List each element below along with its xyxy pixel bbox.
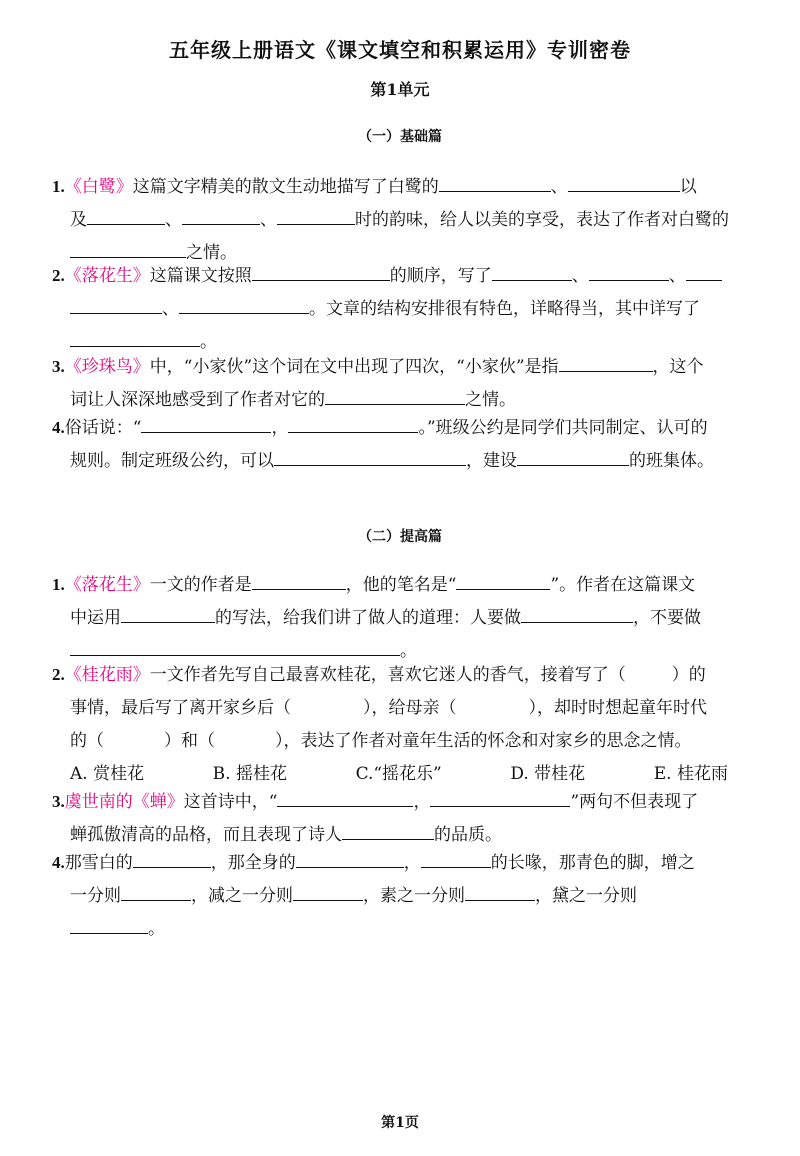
question-text: 那雪白的 <box>64 853 133 873</box>
question-number: 2. <box>52 665 65 684</box>
blank[interactable] <box>568 171 680 192</box>
question-text: 俗话说：“ <box>64 418 142 438</box>
lesson-title: 虞世南的《蝉》 <box>64 792 184 812</box>
unit-title: 第1单元 <box>370 80 430 99</box>
blank[interactable] <box>70 635 400 656</box>
question-text: 的品质。 <box>434 825 502 845</box>
question-text: 的写法，给我们讲了做人的道理：人要做 <box>215 608 521 628</box>
question-text: 词让人深深地感受到了作者对它的 <box>70 390 325 410</box>
question-number: 1. <box>52 177 65 196</box>
question-text: 的班集体。 <box>629 451 714 471</box>
question-text: 一文作者先写自己最喜欢桂花，喜欢它迷人的香气，接着写了（ <box>149 665 626 685</box>
question-text: ），却时时想起童年时代 <box>528 698 707 718</box>
question-text: 、 <box>162 299 179 319</box>
lesson-title: 《珍珠鸟》 <box>64 357 150 377</box>
question-advanced-4 <box>52 846 758 946</box>
question-number: 2. <box>52 266 65 285</box>
question-text: 一文的作者是 <box>149 575 252 595</box>
blank[interactable] <box>277 204 355 225</box>
question-text: 。文章的结构安排很有特色，详略得当，其中详写了 <box>309 299 700 319</box>
option-e[interactable]: E. 桂花雨 <box>653 764 728 784</box>
question-text: 、 <box>668 266 686 286</box>
question-text: 蝉孤傲清高的品格，而且表现了诗人 <box>70 825 342 845</box>
section-heading-advanced: （二）提高篇 <box>358 529 442 545</box>
question-text: 一分则 <box>70 886 121 906</box>
blank[interactable] <box>252 569 346 590</box>
question-number: 4. <box>52 853 65 872</box>
lesson-title: 《白鹭》 <box>64 177 133 197</box>
question-number: 4. <box>52 418 65 437</box>
question-basic-4 <box>52 411 758 478</box>
option-c[interactable]: C.“摇花乐” <box>355 764 442 784</box>
blank[interactable] <box>325 384 465 405</box>
blank[interactable] <box>133 847 211 868</box>
question-text: 的（ <box>70 731 104 751</box>
question-text: 之情。 <box>465 390 516 410</box>
question-text: ，建设 <box>466 451 517 471</box>
lesson-title: 《落花生》 <box>64 575 150 595</box>
question-text: ， <box>403 853 421 873</box>
question-text: 、 <box>571 266 589 286</box>
question-text: ，他的笔名是“ <box>345 575 457 595</box>
question-text: 这篇课文按照 <box>149 266 252 286</box>
blank[interactable] <box>430 786 570 807</box>
question-number: 3. <box>52 792 65 811</box>
option-b[interactable]: B. 摇桂花 <box>212 764 287 784</box>
question-text: ”两句不但表现了 <box>570 792 699 812</box>
blank[interactable] <box>686 260 722 281</box>
question-basic-2 <box>52 259 758 359</box>
question-text: ，这个 <box>652 357 704 377</box>
blank[interactable] <box>456 569 550 590</box>
question-advanced-1 <box>52 568 758 668</box>
question-text: ）的 <box>671 665 706 685</box>
question-text: 事情，最后写了离开家乡后（ <box>70 698 291 718</box>
page-title: 五年级上册语文《课文填空和积累运用》专训密卷 <box>169 38 631 62</box>
question-text: ，不要做 <box>633 608 701 628</box>
blank[interactable] <box>288 412 418 433</box>
blank[interactable] <box>559 351 653 372</box>
question-number: 1. <box>52 575 65 594</box>
blank[interactable] <box>465 880 535 901</box>
question-text: 中运用 <box>70 608 121 628</box>
blank[interactable] <box>141 412 271 433</box>
question-number: 3. <box>52 357 65 376</box>
blank[interactable] <box>121 602 215 623</box>
blank[interactable] <box>521 602 633 623</box>
question-text: ），表达了作者对童年生活的怀念和对家乡的思念之情。 <box>275 731 692 751</box>
question-text: ， <box>413 792 431 812</box>
question-text: ， <box>271 418 289 438</box>
blank[interactable] <box>252 260 390 281</box>
blank[interactable] <box>70 293 162 314</box>
question-text: 。 <box>400 641 417 661</box>
question-text: 这篇文字精美的散文生动地描写了白鹭的 <box>132 177 439 197</box>
question-advanced-3 <box>52 785 758 852</box>
question-text: ”。作者在这篇课文 <box>550 575 696 595</box>
question-text: 。 <box>200 332 217 352</box>
blank[interactable] <box>492 260 572 281</box>
blank[interactable] <box>70 326 200 347</box>
question-text: ，那全身的 <box>210 853 296 873</box>
blank[interactable] <box>179 293 309 314</box>
question-text: 的顺序，写了 <box>389 266 492 286</box>
blank[interactable] <box>589 260 669 281</box>
blank[interactable] <box>517 445 629 466</box>
blank[interactable] <box>421 847 491 868</box>
blank[interactable] <box>182 204 260 225</box>
option-a[interactable]: A. 赏桂花 <box>70 764 145 784</box>
question-text: ）和（ <box>164 731 215 751</box>
question-text: 之情。 <box>186 243 237 263</box>
question-text: 这首诗中，“ <box>183 792 278 812</box>
question-basic-1 <box>52 170 758 270</box>
question-text: 以 <box>679 177 697 197</box>
blank[interactable] <box>274 445 466 466</box>
question-text: 规则。制定班级公约，可以 <box>70 451 274 471</box>
question-text: 及 <box>70 210 87 230</box>
blank[interactable] <box>342 819 434 840</box>
question-text: 、 <box>165 210 182 230</box>
blank[interactable] <box>70 237 186 258</box>
question-text: 的长喙，那青色的脚，增之 <box>490 853 695 873</box>
blank[interactable] <box>70 913 148 934</box>
section-heading-basic: （一）基础篇 <box>358 129 442 145</box>
question-text: ，黛之一分则 <box>535 886 637 906</box>
blank[interactable] <box>296 847 404 868</box>
question-text: ，素之一分则 <box>363 886 465 906</box>
blank[interactable] <box>439 171 551 192</box>
question-text: 。 <box>148 919 165 939</box>
question-text: 。”班级公约是同学们共同制定、认可的 <box>418 418 708 438</box>
question-text: 时的韵味，给人以美的享受，表达了作者对白鹭的 <box>355 210 729 230</box>
blank[interactable] <box>87 204 165 225</box>
question-advanced-2 <box>52 658 758 791</box>
page-number: 第1页 <box>381 1115 419 1131</box>
question-basic-3 <box>52 350 758 417</box>
question-text: 、 <box>550 177 568 197</box>
question-text: 中，“小家伙”这个词在文中出现了四次，“小家伙”是指 <box>149 357 559 377</box>
question-text: ），给母亲（ <box>363 698 457 718</box>
question-text: ，减之一分则 <box>191 886 293 906</box>
blank[interactable] <box>277 786 413 807</box>
question-text: 、 <box>260 210 277 230</box>
blank[interactable] <box>293 880 363 901</box>
blank[interactable] <box>121 880 191 901</box>
lesson-title: 《落花生》 <box>64 266 150 286</box>
lesson-title: 《桂花雨》 <box>64 665 150 685</box>
option-d[interactable]: D. 带桂花 <box>510 764 586 784</box>
